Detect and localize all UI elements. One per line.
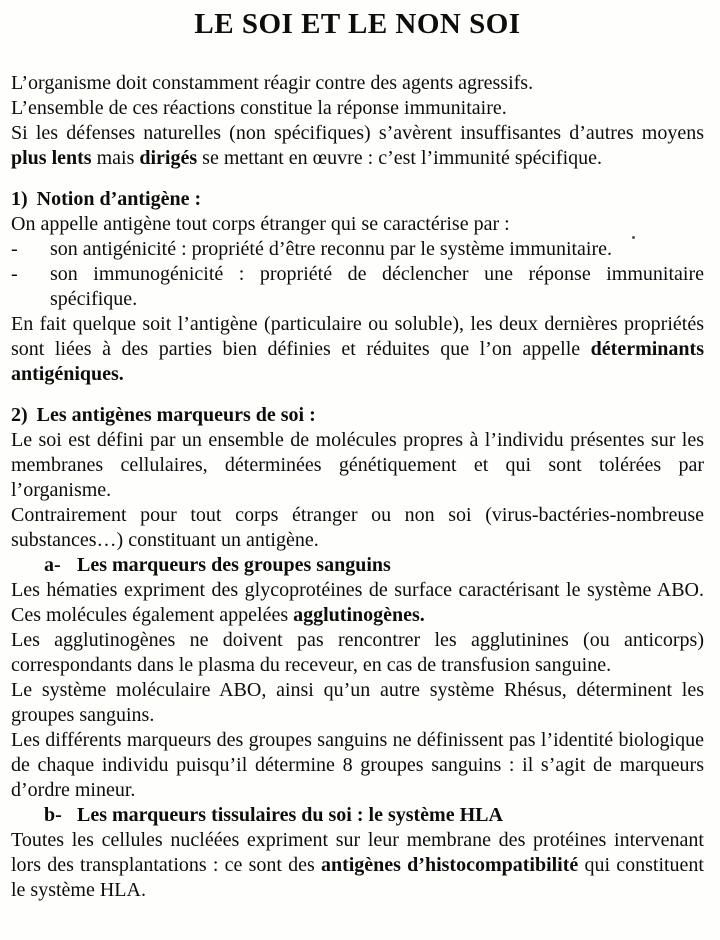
text-segment: Les hématies expriment des glycoprotéines de surface caractérisant le système ABO. Ces molécules également appelées bbox=[11, 579, 704, 626]
section-1-title: Notion d’antigène : bbox=[36, 188, 202, 210]
list-item-text: son immunogénicité : propriété de déclencher une réponse immunitaire spécifique. bbox=[50, 263, 704, 310]
paragraph-definition-soi: Le soi est défini par un ensemble de molécules propres à l’individu présentes sur les membranes cellulaires, déterminées génétiquement et qui sont tolérées par l’organisme. bbox=[11, 429, 704, 501]
subsection-b-title: Les marqueurs tissulaires du soi : le système HLA bbox=[77, 804, 503, 826]
section-1-number: 1) bbox=[11, 188, 28, 210]
subsection-a-title: Les marqueurs des groupes sanguins bbox=[77, 554, 391, 576]
list-item-antigenicite bbox=[11, 237, 704, 262]
intro-line-2: L’ensemble de ces réactions constitue la réponse immunitaire. bbox=[11, 97, 507, 119]
paragraph-systeme-abo: Le système moléculaire ABO, ainsi qu’un autre système Rhésus, déterminent les groupes sanguins. bbox=[11, 679, 704, 726]
bold-diriges: dirigés bbox=[139, 147, 198, 169]
subsection-b-letter: b- bbox=[44, 804, 62, 826]
paragraph-hla bbox=[11, 828, 704, 903]
subsection-b-heading bbox=[11, 803, 704, 828]
section-1-lead: On appelle antigène tout corps étranger qui se caractérise par : bbox=[11, 213, 510, 235]
document-title: LE SOI ET LE NON SOI bbox=[194, 8, 521, 40]
paragraph-non-soi: Contrairement pour tout corps étranger ou non soi (virus-bactéries-nombreuse substances…) constituant un antigène. bbox=[11, 504, 704, 551]
paragraph-hematies bbox=[11, 578, 704, 628]
intro-paragraph-3 bbox=[11, 121, 704, 171]
bold-plus-lents: plus lents bbox=[11, 147, 92, 169]
list-hyphen: - bbox=[11, 238, 18, 260]
section-1-heading bbox=[11, 187, 704, 212]
scan-speck bbox=[632, 236, 635, 239]
text-segment: mais bbox=[91, 147, 140, 169]
scan-speck bbox=[455, 443, 458, 445]
paragraph-agglutinines: Les agglutinogènes ne doivent pas rencontrer les agglutinines (ou anticorps) correspondants dans le plasma du receveur, en cas de transfusion sanguine. bbox=[11, 629, 704, 676]
text-segment: Toutes les cellules nucléées expriment sur leur membrane des protéines intervenant lors des transplantations : ce sont des bbox=[11, 829, 704, 876]
list-item-immunogenicite bbox=[11, 262, 704, 312]
subsection-a-letter: a- bbox=[44, 554, 61, 576]
section-2-title: Les antigènes marqueurs de soi : bbox=[36, 404, 316, 426]
subsection-a-heading bbox=[11, 553, 704, 578]
text-segment: se mettant en œuvre : c’est l’immunité spécifique. bbox=[197, 147, 603, 169]
paragraph-determinants bbox=[11, 312, 704, 387]
section-2-heading bbox=[11, 403, 704, 428]
text-segment: En fait quelque soit l’antigène (particulaire ou soluble), les deux dernières propriétés sont liées à des parties bien définies et réduites que l’on appelle bbox=[11, 313, 704, 360]
list-item-text: son antigénicité : propriété d’être reconnu par le système immunitaire. bbox=[50, 238, 613, 260]
text-segment: qui constituent le système HLA. bbox=[11, 854, 704, 901]
text-segment: Si les défenses naturelles (non spécifiques) s’avèrent insuffisantes d’autres moyens bbox=[11, 122, 704, 144]
intro-line-1: L’organisme doit constamment réagir contre des agents agressifs. bbox=[11, 72, 534, 94]
section-2-number: 2) bbox=[11, 404, 28, 426]
list-hyphen: - bbox=[11, 263, 18, 285]
bold-determinants-antigeniques: déterminants antigéniques. bbox=[11, 338, 704, 385]
paragraph-marqueurs-mineurs: Les différents marqueurs des groupes sanguins ne définissent pas l’identité biologique de chaque individu puisqu’il détermine 8 groupes sanguins : il s’agit de marqueurs d’ordre mineur. bbox=[11, 729, 704, 801]
bold-antigenes-histocompatibilite: antigènes d’histocompatibilité bbox=[320, 854, 579, 876]
bold-agglutinogenes: agglutinogènes. bbox=[293, 604, 425, 626]
